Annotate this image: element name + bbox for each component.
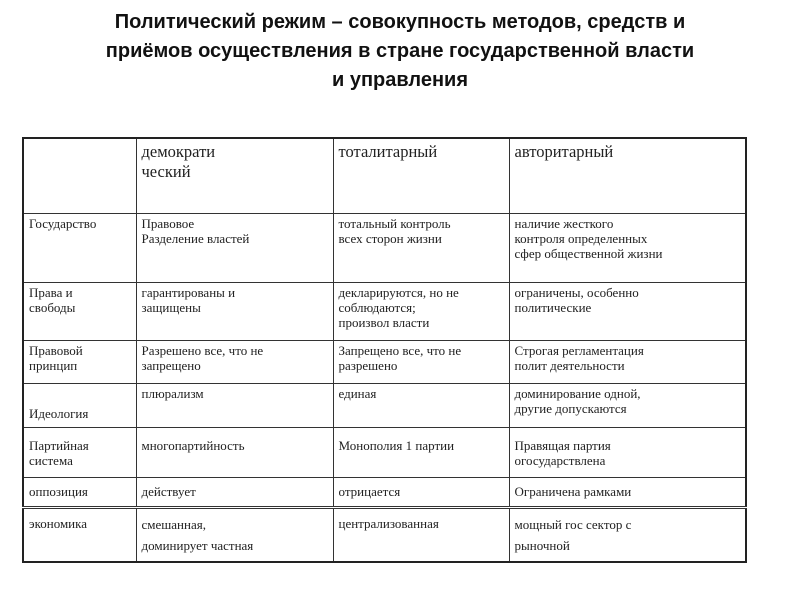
- header-cell-empty: [23, 138, 136, 213]
- table-cell: гарантированы и защищены: [136, 282, 333, 340]
- table-cell: мощный гос сектор с рыночной: [509, 507, 746, 562]
- table-row: [23, 282, 746, 340]
- table-cell: Правовое Разделение властей: [136, 213, 333, 282]
- table-cell: Запрещено все, что не разрешено: [333, 340, 509, 383]
- table-cell: Строгая регламентация полит деятельности: [509, 340, 746, 383]
- row-label: экономика: [23, 507, 136, 562]
- table-cell: централизованная: [333, 507, 509, 562]
- row-label: Идеология: [23, 383, 136, 427]
- table-row: [23, 383, 746, 427]
- header-authoritarian: авторитарный: [509, 138, 746, 213]
- table-cell: смешанная, доминирует частная: [136, 507, 333, 562]
- table-row: [23, 507, 746, 562]
- table-cell: единая: [333, 383, 509, 427]
- title-line: Политический режим – совокупность методов, средств и: [114, 11, 686, 33]
- table-cell: декларируются, но не соблюдаются; произвол власти: [333, 282, 509, 340]
- table-cell: тотальный контроль всех сторон жизни: [333, 213, 509, 282]
- table-cell: многопартийность: [136, 427, 333, 477]
- header-totalitarian: тоталитарный: [333, 138, 509, 213]
- row-label: Партийная система: [23, 427, 136, 477]
- table-cell: Ограничена рамками: [509, 477, 746, 507]
- table-cell: Правящая партия огосударствлена: [509, 427, 746, 477]
- table-cell: плюрализм: [136, 383, 333, 427]
- table-cell: наличие жесткого контроля определенных сфер общественной жизни: [509, 213, 746, 282]
- table-cell: Разрешено все, что не запрещено: [136, 340, 333, 383]
- table-row: [23, 340, 746, 383]
- row-label: Правовой принцип: [23, 340, 136, 383]
- table-cell: отрицается: [333, 477, 509, 507]
- row-label: оппозиция: [23, 477, 136, 507]
- row-label: Государство: [23, 213, 136, 282]
- table-row: [23, 427, 746, 477]
- header-democratic: демократи ческий: [136, 138, 333, 213]
- title-line: приёмов осуществления в стране государственной власти: [105, 40, 695, 62]
- table-cell: действует: [136, 477, 333, 507]
- political-regimes-table: [22, 137, 747, 563]
- title-line: и управления: [331, 69, 469, 91]
- row-label: Права и свободы: [23, 282, 136, 340]
- table-row: [23, 213, 746, 282]
- table-cell: Монополия 1 партии: [333, 427, 509, 477]
- table-cell: доминирование одной, другие допускаются: [509, 383, 746, 427]
- table-cell: ограничены, особенно политические: [509, 282, 746, 340]
- table-row: [23, 477, 746, 507]
- slide-title: [20, 8, 780, 95]
- table-header-row: [23, 138, 746, 213]
